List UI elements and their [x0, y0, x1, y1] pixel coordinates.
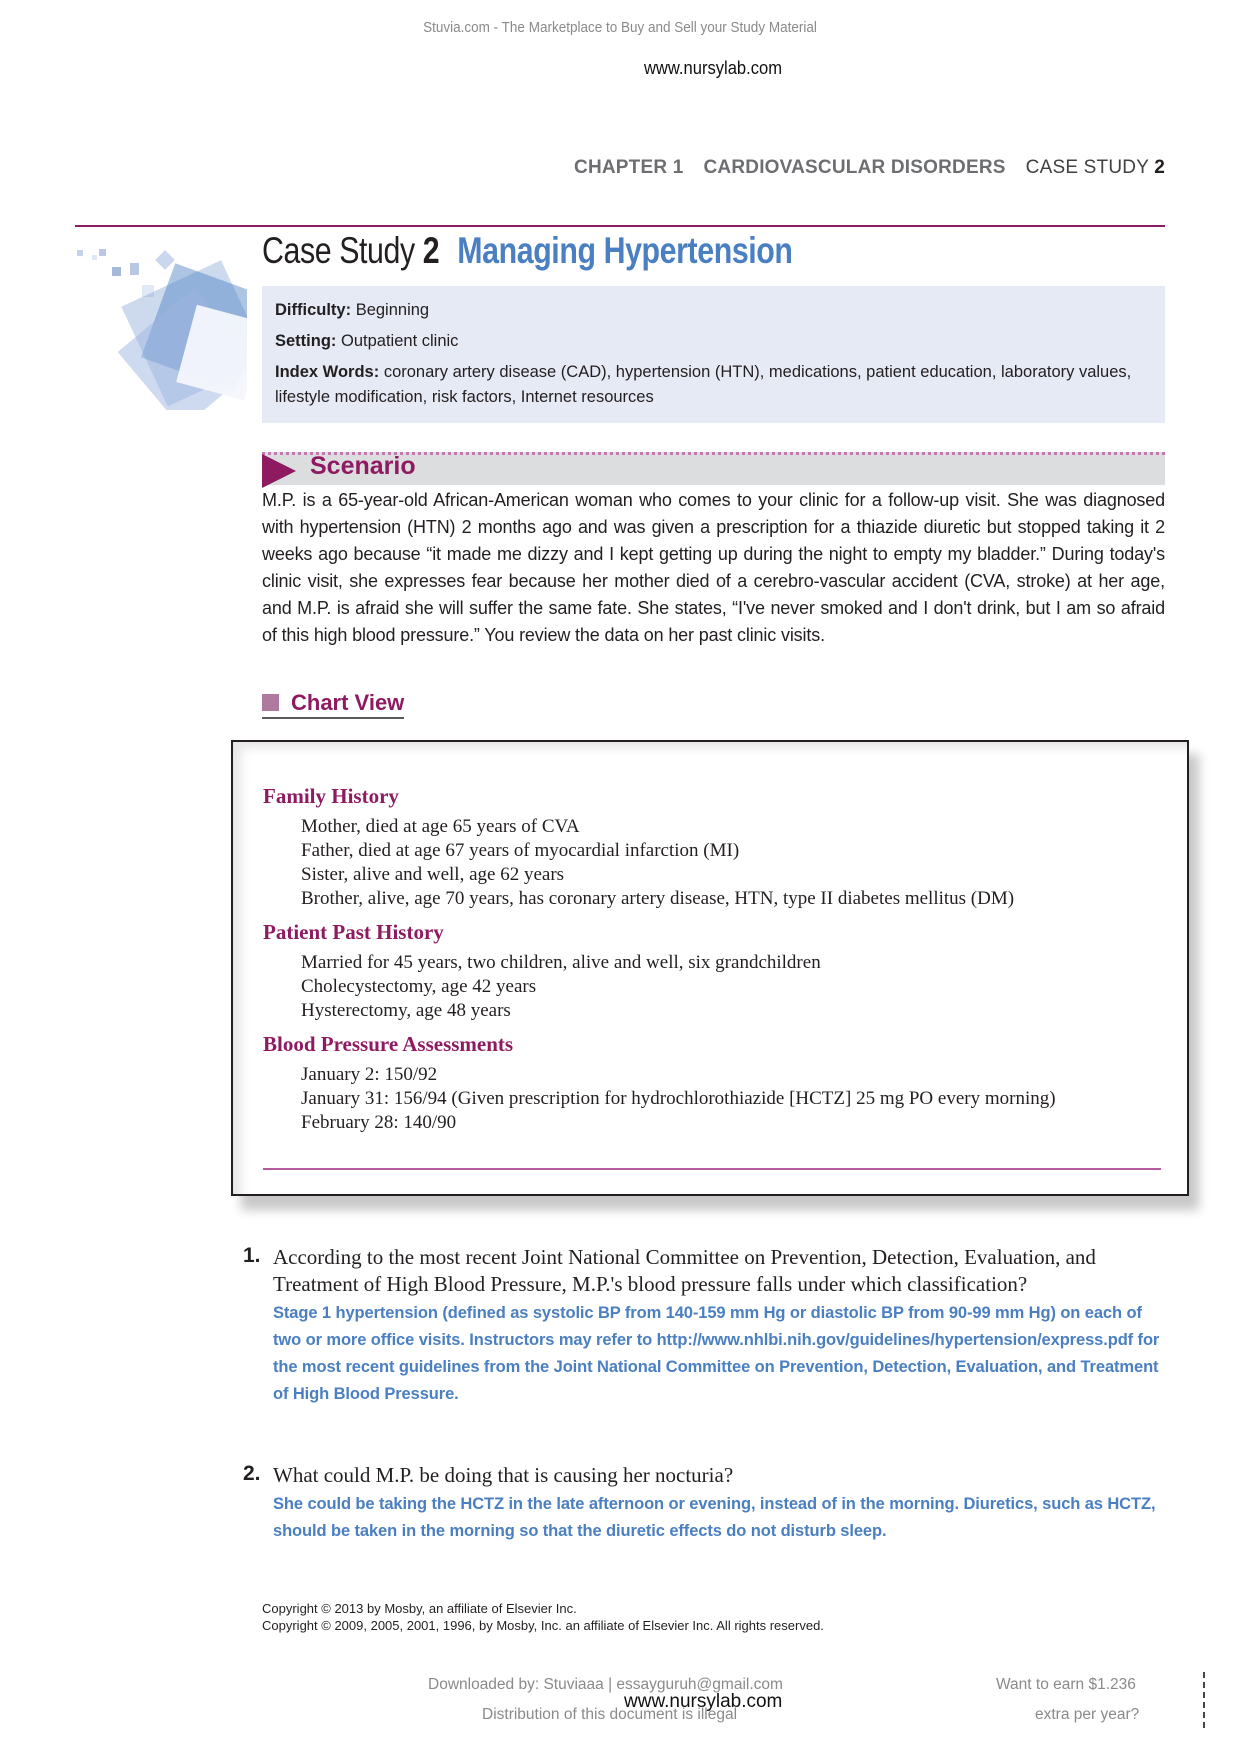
- past-history-item: Married for 45 years, two children, alive and well, six grandchildren: [301, 952, 821, 973]
- index-words-label: Index Words:: [275, 363, 380, 381]
- title-name: Managing Hypertension: [457, 230, 793, 271]
- family-history-item: Sister, alive and well, age 62 years: [301, 864, 565, 885]
- past-history-item: Hysterectomy, age 48 years: [301, 1000, 511, 1021]
- copyright-line: Copyright © 2009, 2005, 2001, 1996, by Mosby, Inc. an affiliate of Elsevier Inc. All rights reserved.: [262, 1618, 824, 1633]
- copyright: [262, 1600, 824, 1634]
- distribution-notice: Distribution of this document is illegal: [482, 1706, 738, 1723]
- question-text: What could M.P. be doing that is causing her nocturia?: [273, 1463, 734, 1487]
- setting-label: Setting:: [275, 332, 337, 350]
- scenario-text: M.P. is a 65-year-old African-American woman who comes to your clinic for a follow-up visit. She was diagnosed with hypertension (HTN) 2 months ago and was given a prescription for a thiazide diuretic but stopped taking it 2 weeks ago because “it made me dizzy and I kept getting up during the night to empty my bladder.” During today's clinic visit, she expresses fear because her mother died of a cerebro-vascular accident (CVA, stroke) at her age, and M.P. is afraid she will suffer the same fate. She states, “I've never smoked and I don't drink, but I am so afraid of this high blood pressure.” You review the data on her past clinic visits.: [262, 490, 1165, 645]
- site-url-top: www.nursylab.com: [643, 58, 783, 78]
- blood-pressure-heading: Blood Pressure Assessments: [263, 1032, 514, 1056]
- chart-view-label: Chart View: [291, 690, 405, 715]
- chart-box-rule: [263, 1168, 1161, 1170]
- copyright-line: Copyright © 2013 by Mosby, an affiliate of Elsevier Inc.: [262, 1601, 577, 1616]
- case-study-number: 2: [1154, 157, 1165, 178]
- decorative-squares-icon: [72, 245, 247, 410]
- scenario-heading: Scenario: [310, 452, 416, 480]
- setting-row: [275, 326, 1152, 357]
- section-label: CARDIOVASCULAR DISORDERS: [703, 157, 1006, 178]
- question-number: 1.: [243, 1244, 261, 1267]
- chart-view-heading: [262, 690, 404, 719]
- index-words-row: [275, 360, 1152, 410]
- patient-past-history-heading: Patient Past History: [263, 920, 444, 944]
- index-words-value: coronary artery disease (CAD), hypertension (HTN), medications, patient education, laboratory values, lifestyle modification, risk factors, Internet resources: [275, 363, 1132, 406]
- running-head: [574, 157, 1165, 179]
- case-study-label: CASE STUDY: [1025, 157, 1149, 178]
- past-history-item: Cholecystectomy, age 42 years: [301, 976, 537, 997]
- earn-promo-link-line2[interactable]: extra per year?: [1035, 1706, 1140, 1723]
- play-triangle-icon: [262, 454, 296, 488]
- page-title: [262, 230, 793, 272]
- site-url-bottom: www.nursylab.com: [624, 1691, 783, 1712]
- difficulty-value: Beginning: [355, 301, 430, 319]
- bp-item: February 28: 140/90: [301, 1112, 457, 1133]
- earn-promo-link[interactable]: Want to earn $1.236: [996, 1676, 1136, 1693]
- family-history-item: Mother, died at age 65 years of CVA: [301, 816, 580, 837]
- header-rule: [75, 225, 1165, 227]
- question-number: 2.: [243, 1462, 261, 1485]
- stuvia-watermark: Stuvia.com - The Marketplace to Buy and Sell your Study Material: [423, 19, 817, 36]
- bp-item: January 2: 150/92: [301, 1064, 438, 1085]
- chart-view-box: [231, 740, 1189, 1196]
- square-bullet-icon: [262, 694, 279, 711]
- question-2: [243, 1462, 1173, 1545]
- setting-value: Outpatient clinic: [341, 332, 459, 350]
- title-label: Case Study: [262, 230, 415, 271]
- family-history-item: Brother, alive, age 70 years, has coronary artery disease, HTN, type II diabetes mellitus (DM): [301, 888, 1015, 909]
- chapter-label: CHAPTER 1: [574, 157, 684, 178]
- case-meta-box: [262, 286, 1165, 423]
- difficulty-label: Difficulty:: [275, 301, 352, 319]
- title-number: 2: [422, 230, 440, 271]
- family-history-item: Father, died at age 67 years of myocardial infarction (MI): [301, 840, 740, 861]
- bp-item: January 31: 156/94 (Given prescription for hydrochlorothiazide [HCTZ] 25 mg PO every morning): [301, 1088, 1056, 1109]
- family-history-heading: Family History: [263, 784, 399, 808]
- difficulty-row: [275, 295, 1152, 326]
- question-text: According to the most recent Joint National Committee on Prevention, Detection, Evaluation, and Treatment of High Blood Pressure, M.P.'s blood pressure falls under which classification?: [273, 1245, 1096, 1296]
- downloaded-by: Downloaded by: Stuviaaa | essayguruh@gmail.com: [428, 1676, 783, 1693]
- page-edge-marks: [1203, 1672, 1205, 1728]
- question-1: [243, 1244, 1173, 1408]
- answer-text: Stage 1 hypertension (defined as systolic BP from 140-159 mm Hg or diastolic BP from 90-99 mm Hg) on each of two or more office visits. Instructors may refer to http://www.nhlbi.nih.gov/guidelines/hypertension/express.pdf for the most recent guidelines from the Joint National Committee on Prevention, Detection, Evaluation, and Treatment of High Blood Pressure.: [273, 1304, 1160, 1403]
- answer-text: She could be taking the HCTZ in the late afternoon or evening, instead of in the morning. Diuretics, such as HCTZ, should be taken in the morning so that the diuretic effects do not disturb sleep.: [273, 1495, 1156, 1540]
